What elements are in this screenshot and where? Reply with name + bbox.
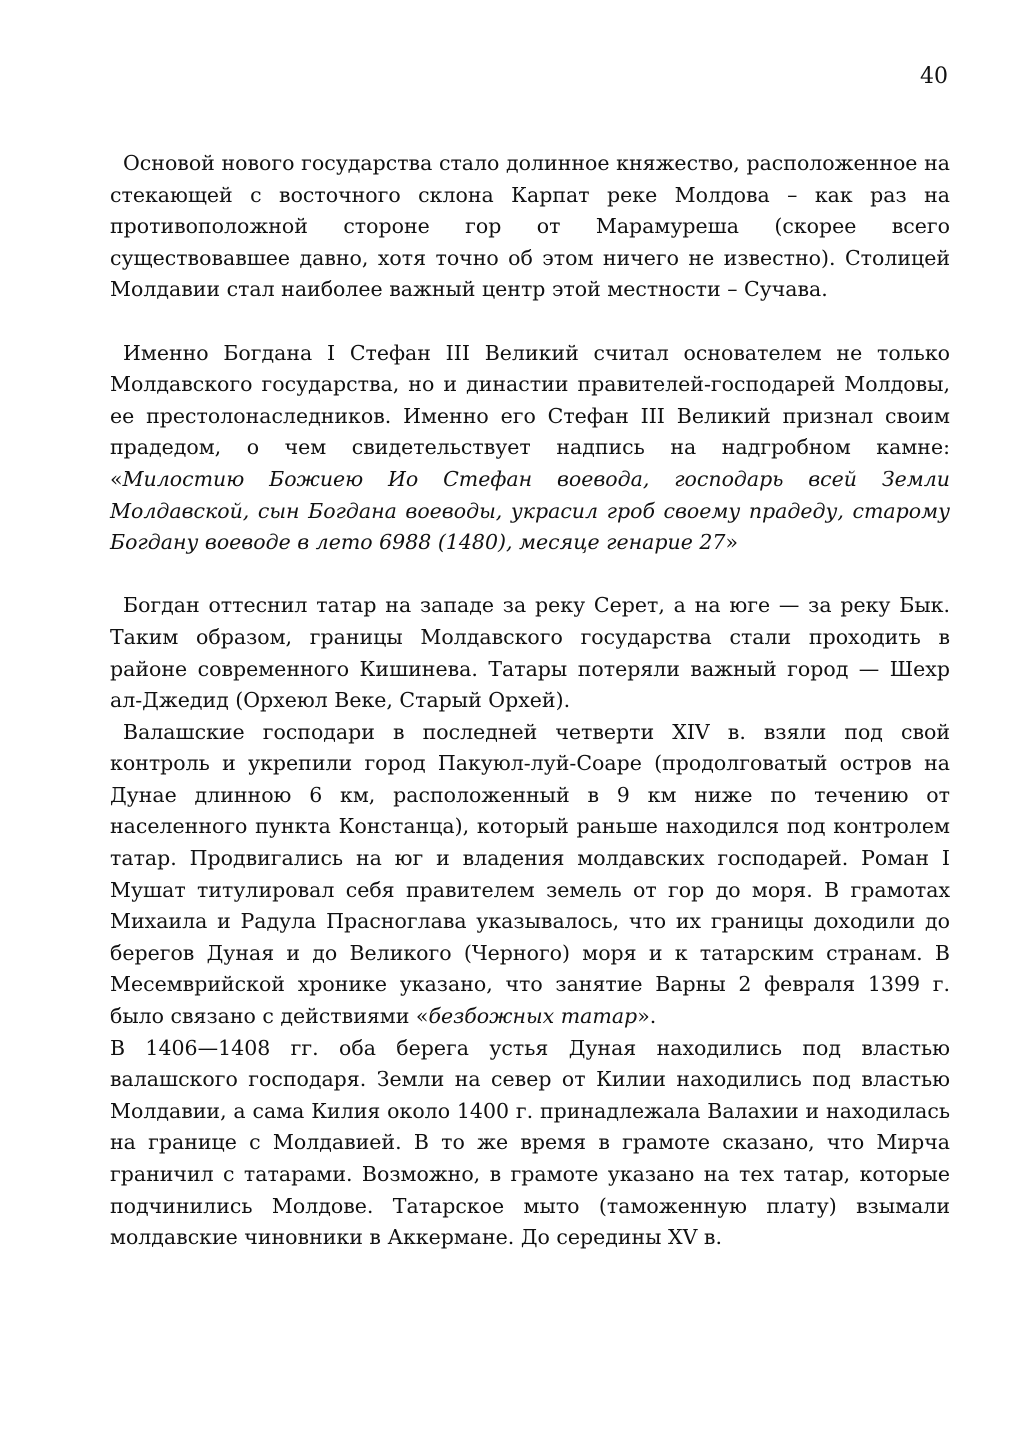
- paragraph-bogdan-tatars: Богдан оттеснил татар на западе за реку Серет, а на юге — за реку Бык. Таким образом, границы Молдавского государства стали проходить в районе современного Кишинева. Татары потеряли важный город — Шехр ал-Джедид (Орхеюл Веке, Старый Орхей).: [110, 593, 950, 713]
- tombstone-inscription-quote: Милостию Божиею Ио Стефан воевода, господарь всей Земли Молдавской, сын Богдана воеводы, украсил гроб своему прадеду, старому Богдану воеводе в лето 6988 (1480), месяце генарие 27: [110, 466, 950, 555]
- paragraph-danube-banks: В 1406—1408 гг. оба берега устья Дуная находились под властью валашского господаря. Земли на север от Килии находились под властью Молдавии, а сама Килия около 1400 г. принадлежала Валахии и находилась на границе с Молдавией. В то же время в грамоте сказано, что Мирча граничил с татарами. Возможно, в грамоте указано на тех татар, которые подчинились Молдове. Татарское мыто (таможенную плату) взымали молдавские чиновники в Аккермане. До середины XV в.: [110, 1035, 950, 1250]
- paragraph-wallachian-rulers: [110, 717, 950, 1033]
- paragraph-text: Валашские господари в последней четверти XIV в. взяли под свой контроль и укрепили город Пакуюл-луй-Соаре (продолговатый остров на Дунае длинною 6 км, расположенный в 9 км ниже по течению от населенного пункта Констанца), который раньше находился под контролем татар. Продвигались на юг и владения молдавских господарей. Роман I Мушат титулировал себя правителем земель от гор до моря. В грамотах Михаила и Радула Прасноглава указывалось, что их границы доходили до берегов Дуная и до Великого (Черного) моря и к татарским странам. В Месемврийской хронике указано, что занятие Варны 2 февраля 1399 г. было связано с действиями «: [110, 719, 950, 1029]
- quote-close: »: [725, 530, 738, 555]
- quote-close: ».: [637, 1004, 657, 1029]
- paragraph-text: Именно Богдана I Стефан III Великий считал основателем не только Молдавского государства, но и династии правителей-господарей Молдовы, ее престолонаследников. Именно его Стефан III Великий признал своим прадедом, о чем свидетельствует надпись на надгробном камне: «: [110, 340, 950, 491]
- paragraph-bogdan-founder: [110, 338, 950, 559]
- chronicle-quote: безбожных татар: [428, 1004, 638, 1029]
- paragraph-moldavian-principality: Основой нового государства стало долинное княжество, расположенное на стекающей с восточного склона Карпат реке Молдова – как раз на противоположной стороне гор от Марамуреша (скорее всего существовавшее давно, хотя точно об этом ничего не известно). Столицей Молдавии стал наиболее важный центр этой местности – Сучава.: [110, 151, 950, 302]
- body-text: [110, 148, 950, 1254]
- page-number: 40: [920, 64, 948, 89]
